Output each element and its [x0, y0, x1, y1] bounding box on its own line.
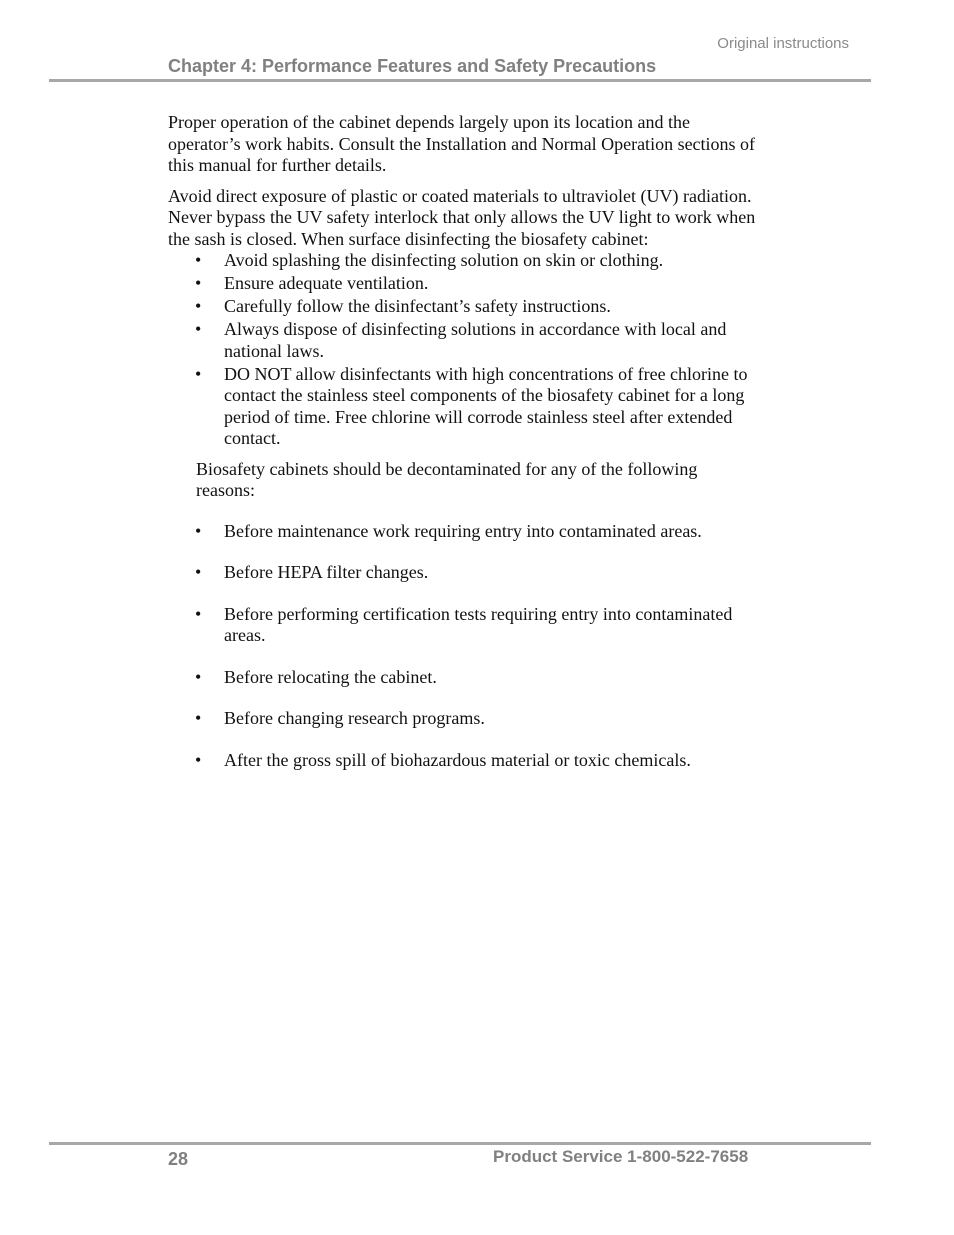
list-item: • Before maintenance work requiring entry into contaminated areas. [195, 520, 702, 541]
disinfect-list [168, 250, 758, 450]
list-item: • After the gross spill of biohazardous material or toxic chemicals. [195, 749, 691, 770]
bullet-icon: • [195, 562, 202, 582]
page-number: 28 [168, 1149, 189, 1169]
list-item: • Before relocating the cabinet. [195, 666, 437, 687]
bullet-icon: • [195, 273, 202, 293]
bullet-icon: • [195, 250, 202, 270]
paragraph-location: Proper operation of the cabinet depends largely upon its location and the operator’s work habits. Consult the Installation and Normal Operation sections of this manual for further details. [168, 112, 756, 175]
list-item: • Before HEPA filter changes. [195, 562, 429, 582]
bullet-icon: • [195, 296, 202, 316]
footer-divider [49, 1142, 871, 1145]
original-instructions-label: Original instructions [717, 35, 849, 52]
page-content [168, 112, 758, 791]
bullet-icon: • [195, 603, 202, 624]
list-item: • DO NOT allow disinfectants with high concentrations of free chlorine to contact the stainless steel components of the biosafety cabinet for a long period of time. Free chlorine will corrode stainless steel after extended contact. [195, 363, 748, 448]
paragraph-decontamination: Biosafety cabinets should be decontaminated for any of the following reasons: [196, 458, 698, 500]
list-item: • Ensure adequate ventilation. [195, 273, 429, 293]
chapter-title: Chapter 4: Performance Features and Safety Precautions [168, 56, 657, 76]
product-service-phone: Product Service 1-800-522-7658 [493, 1147, 749, 1166]
list-item: • Always dispose of disinfecting solutions in accordance with local and national laws. [195, 319, 727, 361]
decontamination-list [168, 521, 758, 772]
list-item: • Avoid splashing the disinfecting solution on skin or clothing. [195, 250, 664, 270]
bullet-icon: • [195, 708, 202, 728]
bullet-icon: • [195, 666, 202, 687]
bullet-icon: • [195, 520, 202, 541]
header-divider [49, 79, 871, 82]
list-item: • Before performing certification tests requiring entry into contaminated areas. [195, 603, 733, 645]
list-item: • Before changing research programs. [195, 708, 485, 728]
list-item: • Carefully follow the disinfectant’s safety instructions. [195, 296, 611, 316]
paragraph-uv: Avoid direct exposure of plastic or coated materials to ultraviolet (UV) radiation. Never bypass the UV safety interlock that only allows the UV light to work when the sash is closed. When surface disinfecting the biosafety cabinet: [168, 185, 756, 249]
bullet-icon: • [195, 319, 202, 339]
bullet-icon: • [195, 749, 202, 770]
bullet-icon: • [195, 363, 202, 384]
